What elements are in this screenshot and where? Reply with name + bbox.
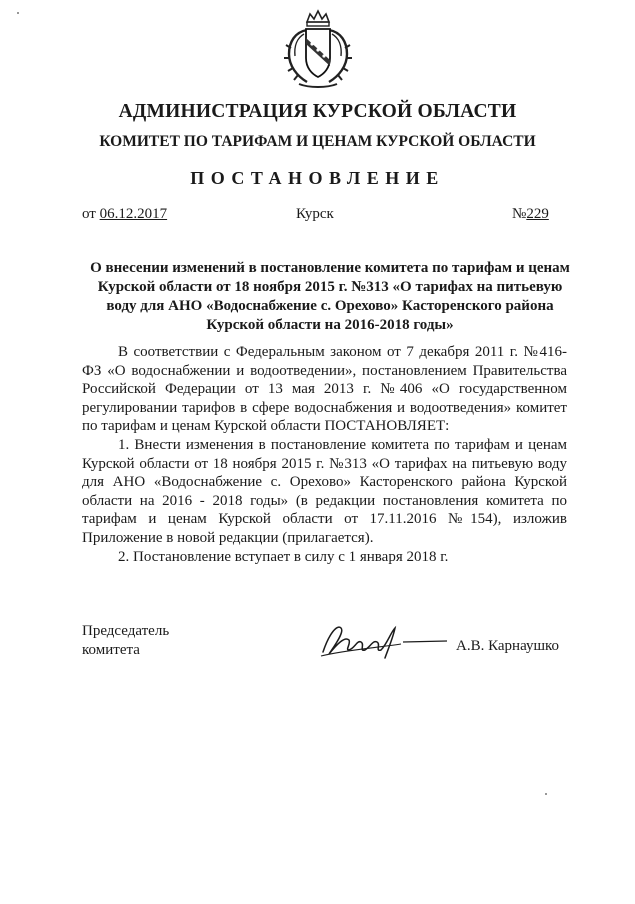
- subject-line: воду для АНО «Водоснабжение с. Орехово» Касторенского района: [106, 298, 554, 314]
- subject-line: О внесении изменений в постановление комитета по тарифам и ценам: [90, 260, 570, 276]
- document-number: [512, 206, 549, 223]
- subject-line: Курской области на 2016-2018 годы»: [206, 317, 454, 333]
- document-body: [82, 343, 567, 566]
- document-date: [82, 206, 167, 223]
- document-type-heading: ПОСТАНОВЛЕНИЕ: [190, 168, 445, 188]
- committee-heading: КОМИТЕТ ПО ТАРИФАМ И ЦЕНАМ КУРСКОЙ ОБЛАСТИ: [99, 133, 536, 150]
- date-prefix: от: [82, 206, 100, 222]
- number-value: 229: [526, 206, 549, 222]
- number-prefix: №: [512, 206, 527, 222]
- coat-of-arms-icon: [277, 8, 359, 90]
- item-2-paragraph: 2. Постановление вступает в силу с 1 января 2018 г.: [118, 548, 449, 565]
- subject-line: Курской области от 18 ноября 2015 г. №313 «О тарифах на питьевую: [97, 279, 563, 295]
- date-value: 06.12.2017: [99, 206, 168, 222]
- handwritten-signature: [315, 614, 450, 664]
- administration-heading: АДМИНИСТРАЦИЯ КУРСКОЙ ОБЛАСТИ: [118, 101, 517, 122]
- signatory-title: [82, 622, 169, 660]
- signatory-title-line: Председатель: [82, 623, 170, 639]
- document-city: Курск: [296, 206, 334, 222]
- preamble-paragraph: В соответствии с Федеральным законом от 7 декабря 2011 г. №416-ФЗ «О водоснабжении и водоотведении», постановлением Правительства Российской Федерации от 13 мая 2013 г. №406 «О государственном регулировании тарифов в сфере водоснабжения и водоотведения» комитет по тарифам и ценам Курской области ПОСТАНОВЛЯЕТ:: [82, 344, 567, 435]
- scan-speck: [17, 12, 19, 14]
- scan-speck: [545, 793, 547, 795]
- signatory-name: А.В. Карнаушко: [456, 638, 560, 654]
- signatory-title-line: комитета: [82, 642, 140, 658]
- document-subject: [70, 259, 590, 335]
- item-1-paragraph: 1. Внести изменения в постановление комитета по тарифам и ценам Курской области от 18 ноября 2015 г. №313 «О тарифах на питьевую воду для АНО «Водоснабжение с. Орехово» Касторенского района Курской области на 2016 - 2018 годы» (в редакции постановления комитета по тарифам и ценам Курской области от 17.11.2016 №154), изложив Приложение в новой редакции (прилагается).: [82, 436, 567, 546]
